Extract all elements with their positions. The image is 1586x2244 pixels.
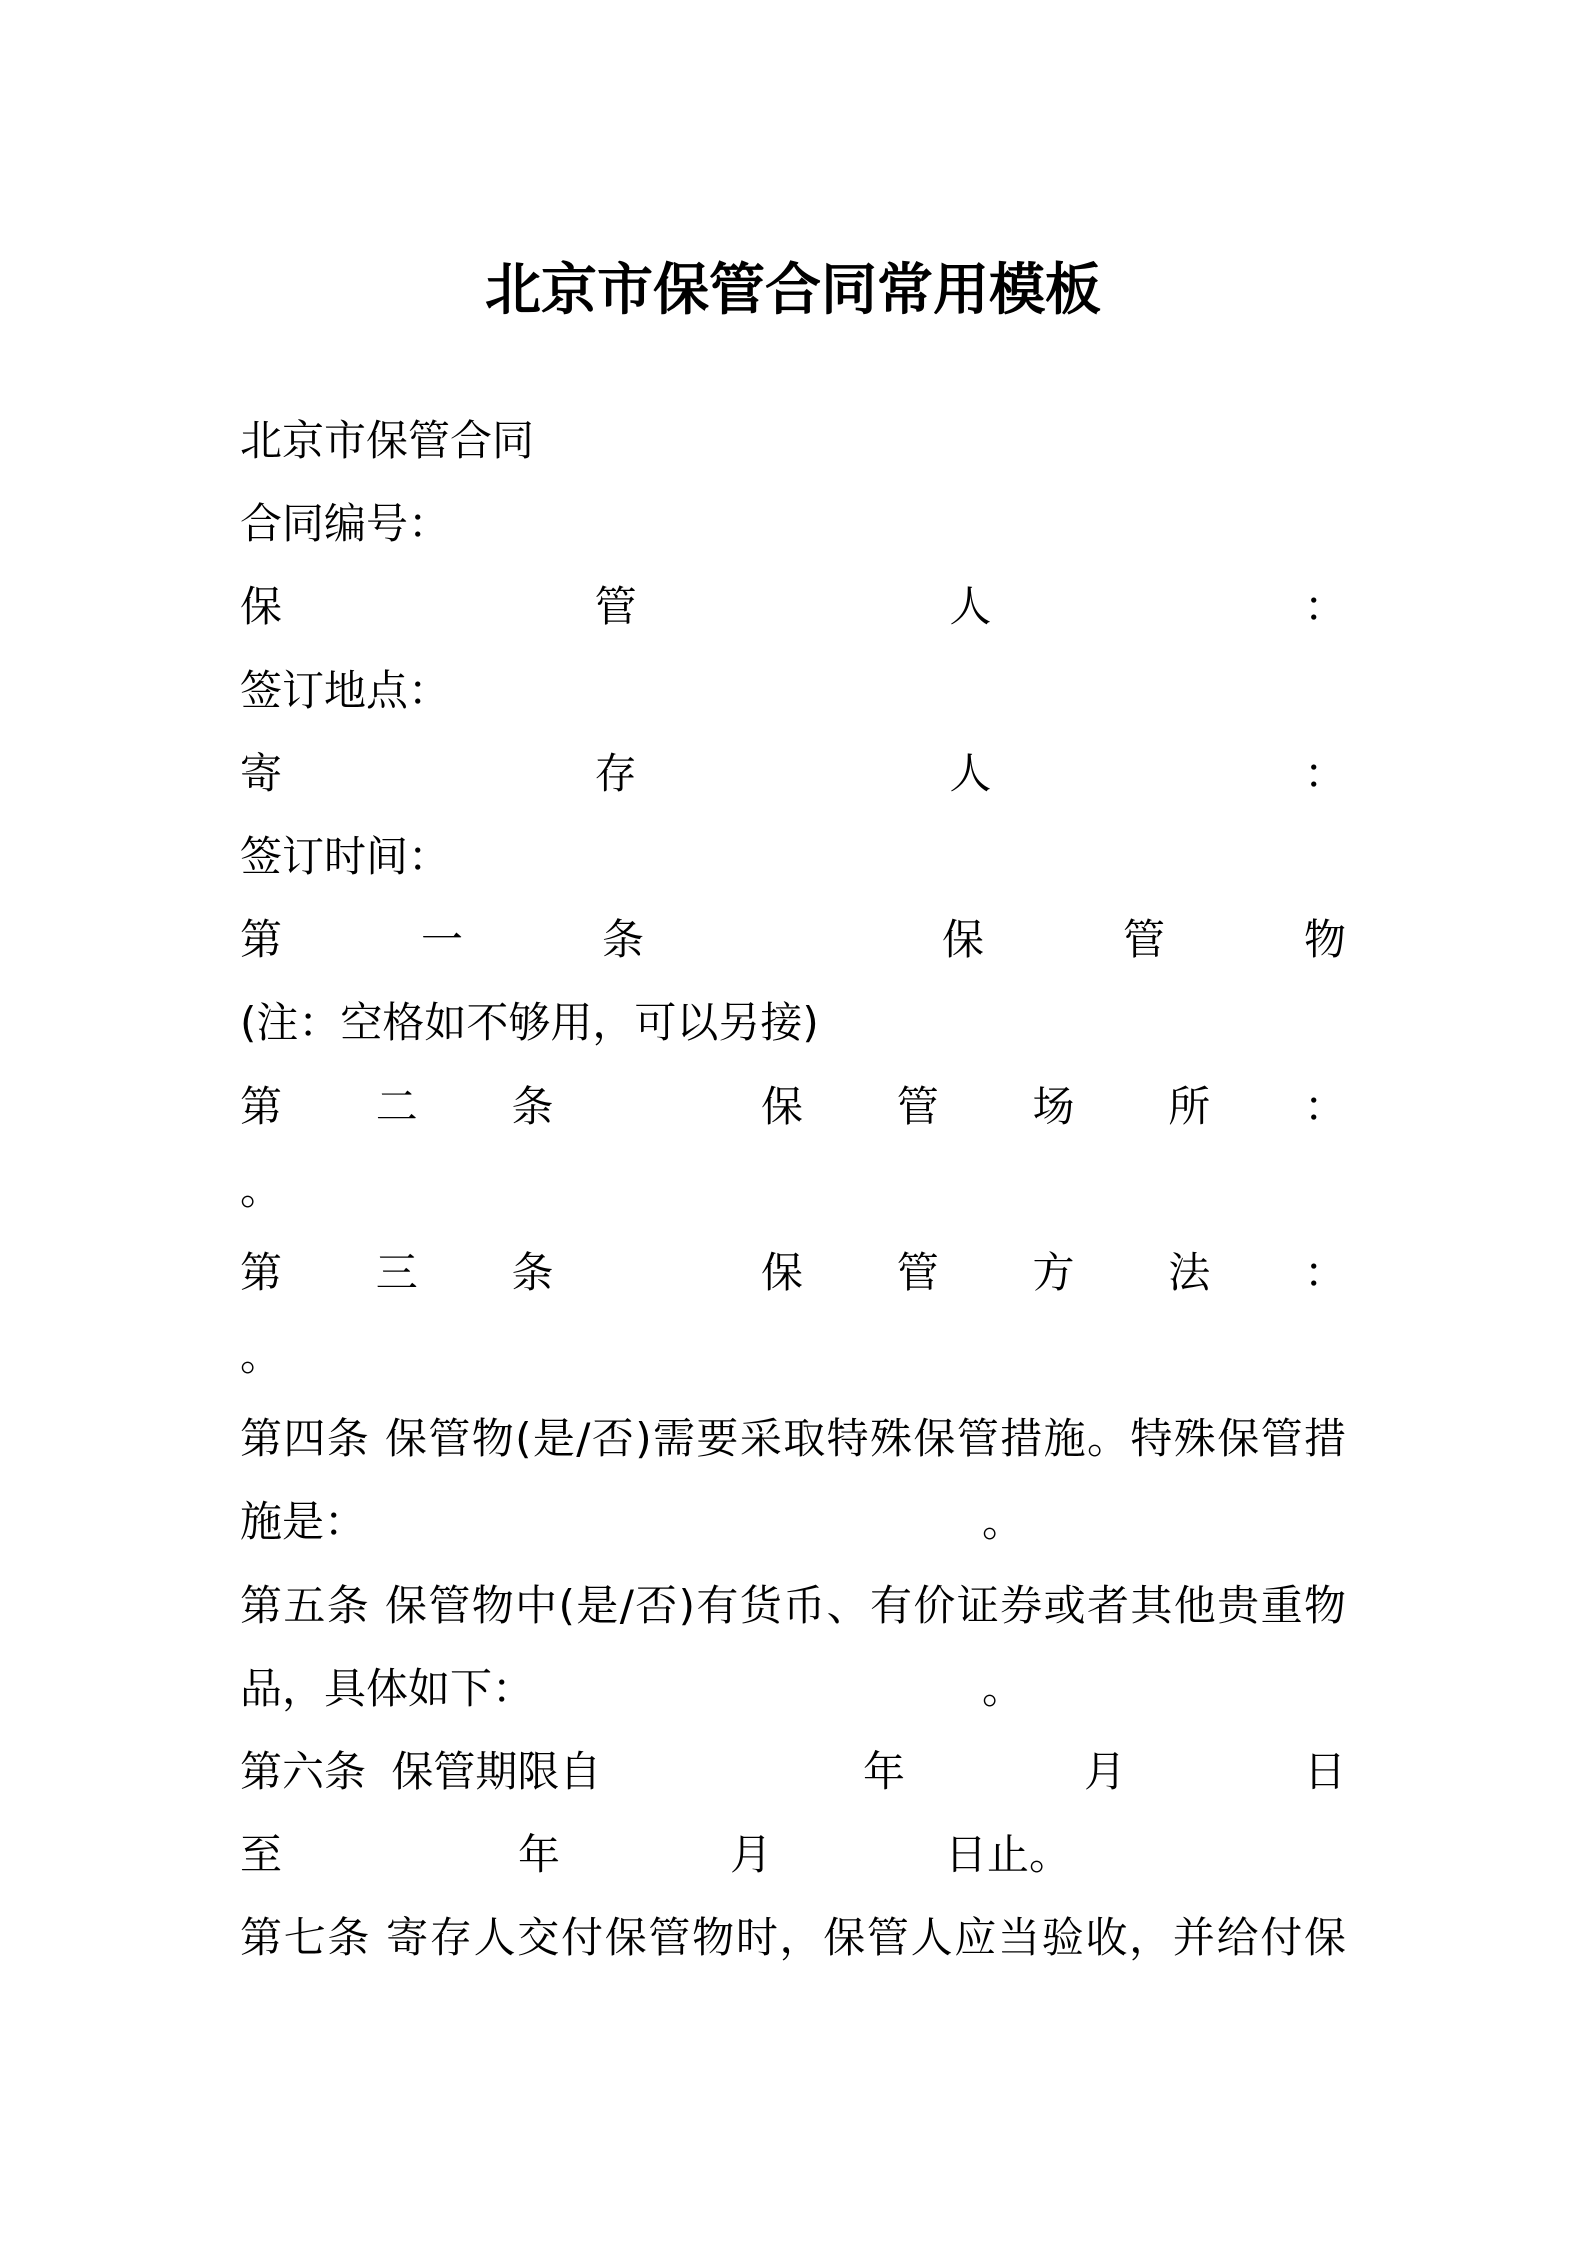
article-2-heading-char-6: 场: [1032, 1081, 1075, 1131]
article-3-heading-char-5: 管: [896, 1247, 939, 1297]
article-1-heading-char-3: 条: [602, 915, 645, 965]
article-2-heading-char-2: 二: [375, 1081, 418, 1131]
custodian-label-char-2: 管: [594, 582, 637, 632]
article-4-continuation: 施是：: [240, 1497, 367, 1547]
article-2-heading-char-4: 保: [761, 1081, 804, 1131]
article-6-end-year: 年: [518, 1830, 561, 1880]
signing-time-label: 签订时间：: [240, 831, 451, 881]
article-1-heading-char-5: 管: [1123, 915, 1166, 965]
contract-body: [240, 399, 1346, 1980]
document-title: 北京市保管合同常用模板: [485, 258, 1101, 323]
article-6-start-month: 月: [1084, 1747, 1127, 1796]
article-3-heading-char-3: 条: [511, 1247, 554, 1297]
article-4-line-2: [240, 1480, 1346, 1563]
depositor-label-char-2: 存: [594, 748, 637, 798]
article-2-heading-colon: ：: [1304, 1081, 1347, 1131]
article-6-lead-text: 第六条 保管期限自: [240, 1747, 602, 1796]
article-6-end-month: 月: [730, 1830, 773, 1880]
article-6-line-1: [240, 1730, 1346, 1813]
article-7-line-1: 第七条 寄存人交付保管物时，保管人应当验收，并给付保: [240, 1913, 1346, 1963]
article-3-heading-char-4: 保: [761, 1247, 804, 1297]
article-1-note: (注：空格如不够用，可以另接): [240, 998, 819, 1048]
article-1-heading: [240, 898, 1346, 981]
custodian-label-char-1: 保: [240, 582, 283, 632]
custodian-label-char-3: 人: [949, 582, 992, 632]
article-1-heading-char-6: 物: [1304, 915, 1347, 965]
article-3-end-mark: 。: [240, 1331, 283, 1381]
article-2-heading-char-1: 第: [240, 1081, 283, 1131]
article-1-heading-char-2: 一: [421, 915, 464, 965]
article-3-heading-colon: ：: [1304, 1247, 1347, 1297]
article-4-end-mark: 。: [982, 1497, 1025, 1547]
article-5-continuation: 品，具体如下：: [240, 1663, 535, 1713]
depositor-label-colon: ：: [1303, 748, 1346, 798]
article-6-to: 至: [240, 1830, 283, 1880]
article-3-heading-spacer: [647, 1267, 667, 1277]
article-5-line-1: 第五条 保管物中(是/否)有货币、有价证券或者其他贵重物: [240, 1580, 1346, 1630]
article-6-start-year: 年: [863, 1747, 906, 1796]
article-6-start-day: 日: [1304, 1747, 1347, 1796]
article-3-heading-char-6: 方: [1032, 1247, 1075, 1297]
article-6-end-day: 日止。: [945, 1830, 1072, 1880]
article-3-heading: [240, 1231, 1346, 1314]
article-1-heading-char-4: 保: [942, 915, 985, 965]
article-3-heading-char-1: 第: [240, 1247, 283, 1297]
custodian-label-colon: ：: [1303, 582, 1346, 632]
depositor-label-char-3: 人: [949, 748, 992, 798]
depositor-label: [240, 732, 1346, 815]
article-1-heading-char-1: 第: [240, 915, 283, 965]
contract-name: 北京市保管合同: [240, 416, 535, 465]
depositor-label-char-1: 寄: [240, 748, 283, 798]
article-2-heading-char-7: 所: [1168, 1081, 1211, 1131]
article-6-line-2: [240, 1813, 1346, 1896]
article-2-heading-char-5: 管: [896, 1081, 939, 1131]
article-3-heading-char-7: 法: [1168, 1247, 1211, 1297]
article-4-line-1: 第四条 保管物(是/否)需要采取特殊保管措施。特殊保管措: [240, 1414, 1346, 1464]
signing-place-label: 签订地点：: [240, 665, 451, 715]
custodian-label: [240, 565, 1346, 648]
article-5-line-2: [240, 1647, 1346, 1730]
article-5-end-mark: 。: [982, 1663, 1025, 1713]
article-2-heading-spacer: [647, 1101, 667, 1111]
article-2-end-mark: 。: [240, 1164, 283, 1214]
article-3-heading-char-2: 三: [375, 1247, 418, 1297]
article-1-heading-spacer: [783, 935, 803, 945]
article-2-heading-char-3: 条: [511, 1081, 554, 1131]
contract-number-label: 合同编号：: [240, 499, 451, 549]
article-2-heading: [240, 1065, 1346, 1148]
